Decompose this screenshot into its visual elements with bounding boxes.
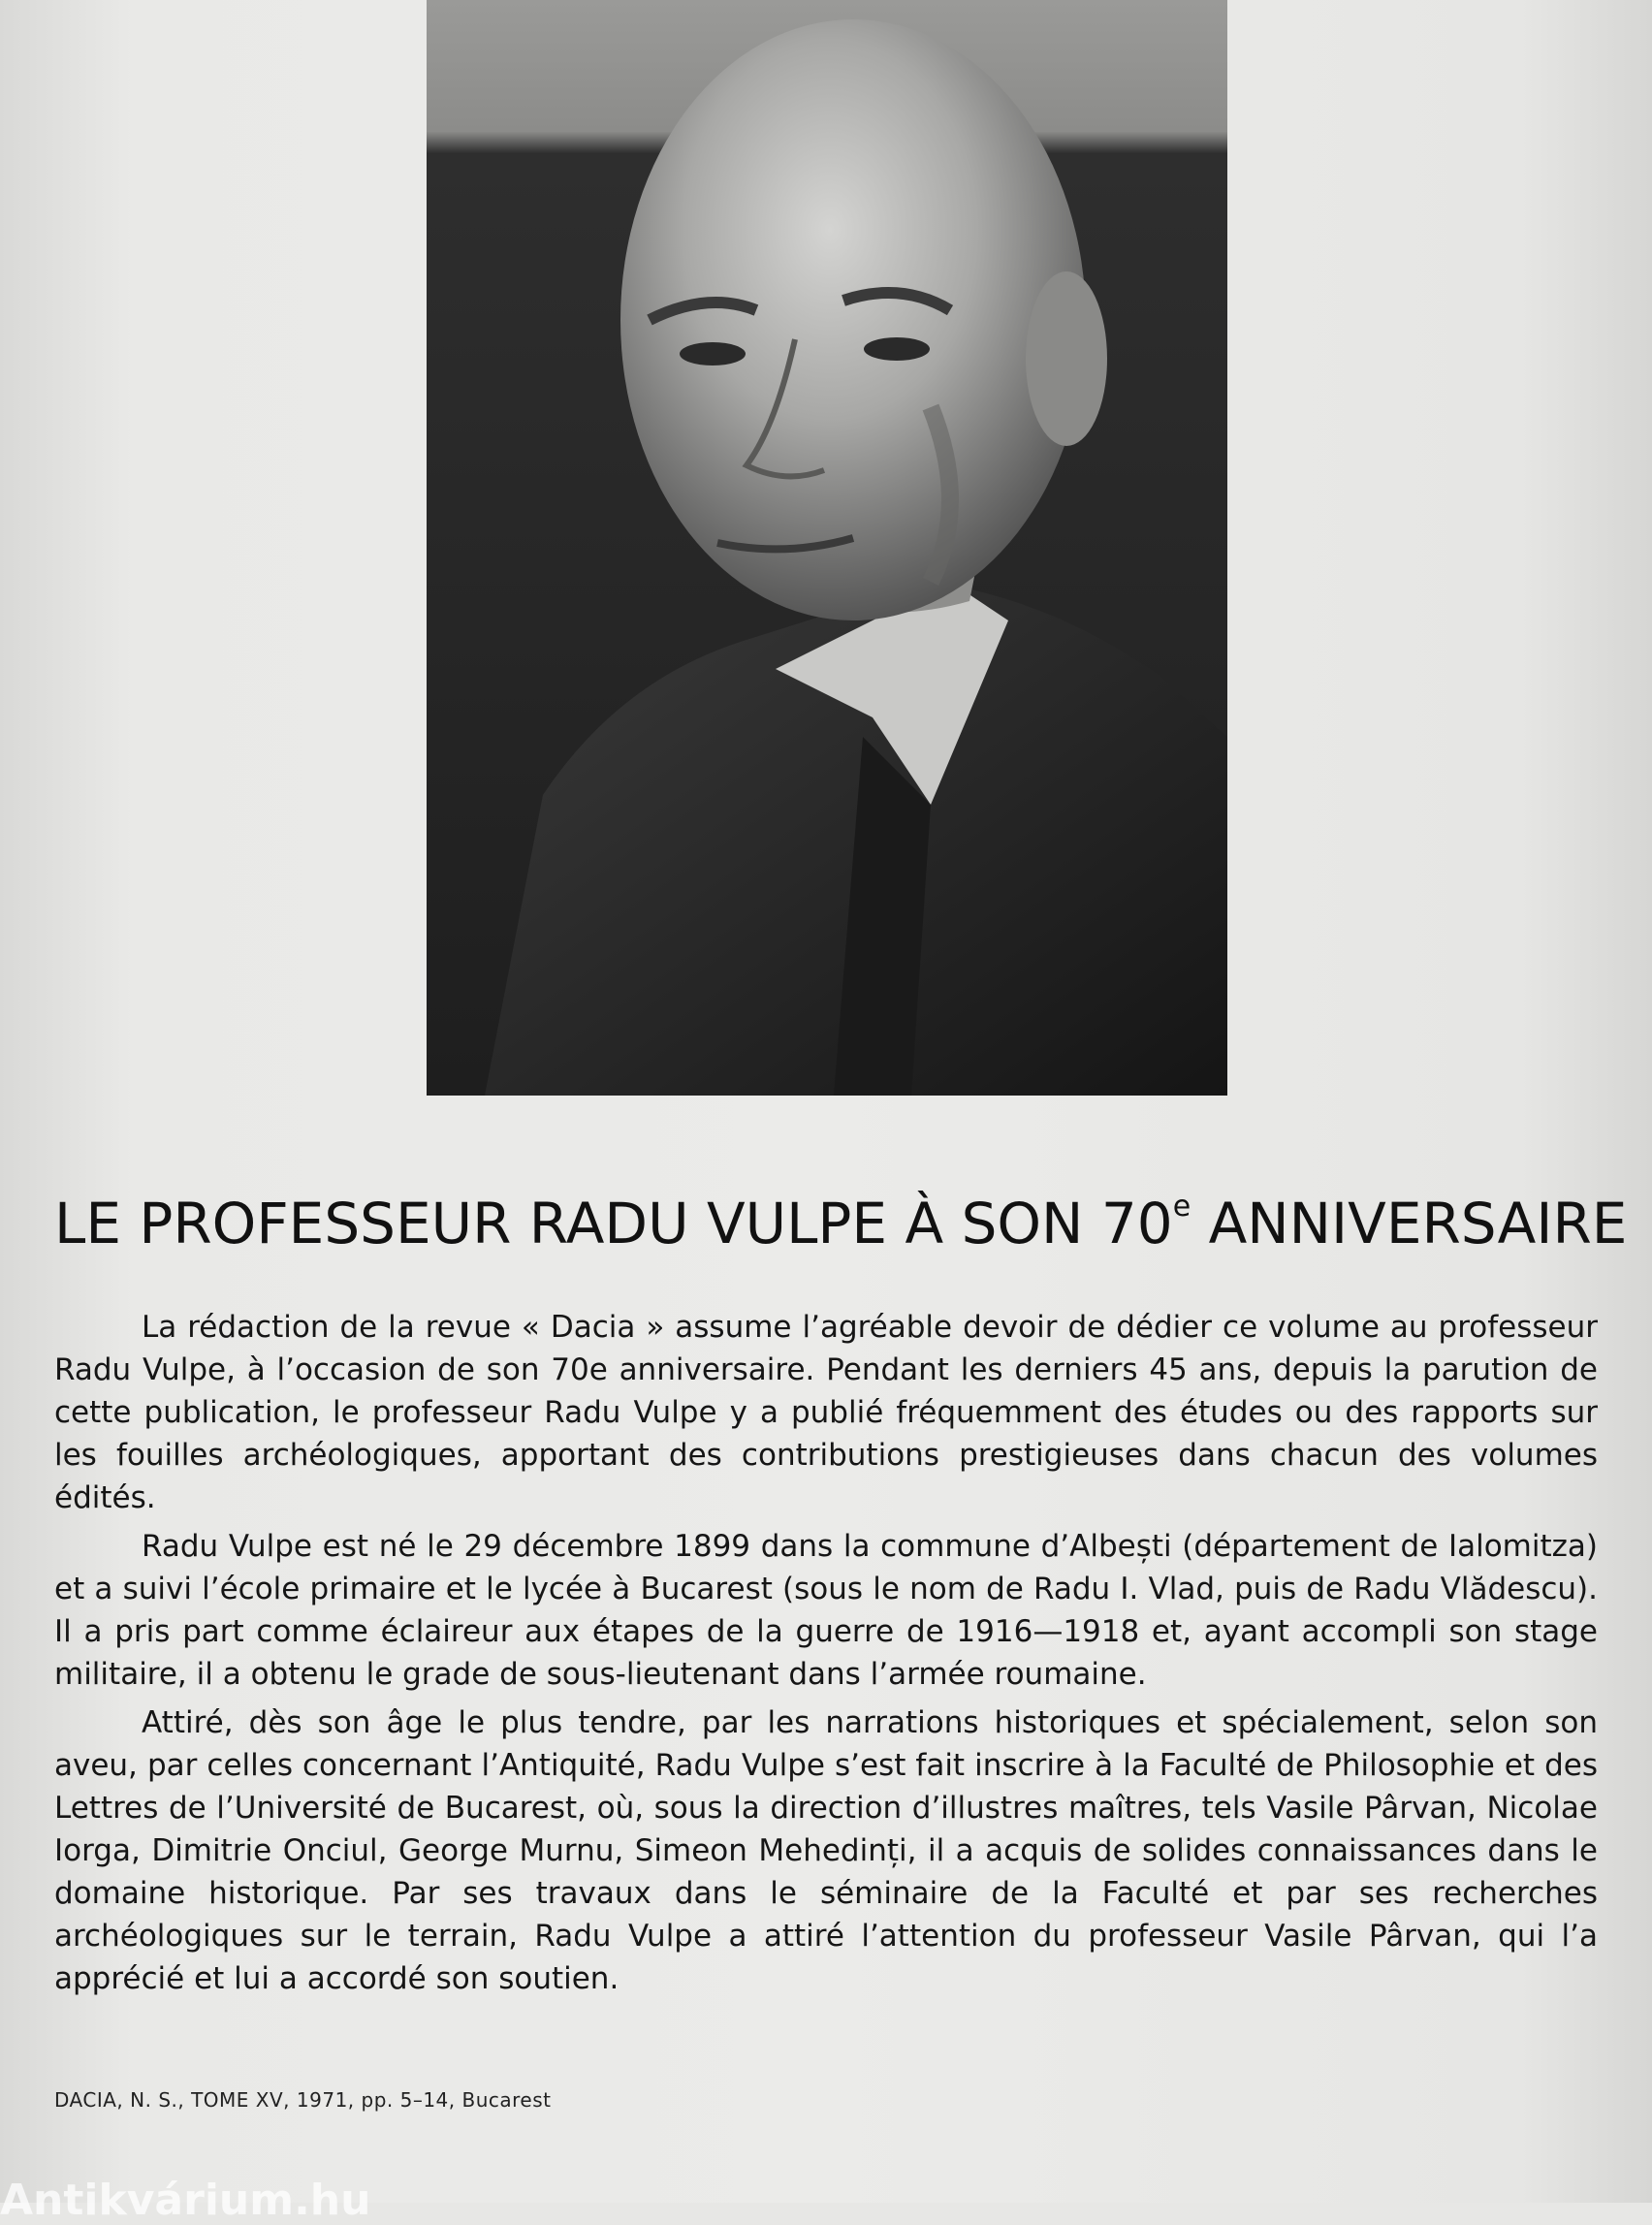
title-main: LE PROFESSEUR RADU VULPE À SON 70 xyxy=(54,1191,1173,1256)
article-body xyxy=(54,1306,1598,2006)
title-end: ANNIVERSAIRE xyxy=(1191,1191,1628,1256)
paragraph-1: La rédaction de la revue « Dacia » assume l’agréable devoir de dédier ce volume au professeur Radu Vulpe, à l’occasion de son 70e anniversaire. Pendant les derniers 45 ans, depuis la parution de cette publication, le professeur Radu Vulpe y a publié fréquemment des études ou des rapports sur les fouilles archéologiques, apportant des contributions prestigieuses dans chacun des volumes édités. xyxy=(54,1310,1598,1515)
title-superscript: e xyxy=(1172,1190,1191,1224)
portrait-photo xyxy=(427,0,1227,1096)
citation-footer: DACIA, N. S., TOME XV, 1971, pp. 5–14, Bucarest xyxy=(54,2088,552,2112)
site-watermark: Antikvárium.hu xyxy=(0,2176,371,2225)
paragraph-3: Attiré, dès son âge le plus tendre, par les narrations historiques et spécialement, selon son aveu, par celles concernant l’Antiquité, Radu Vulpe s’est fait inscrire à la Faculté de Philosophie et des Lettres de l’Université de Bucarest, où, sous la direction d’illustres maîtres, tels Vasile Pârvan, Nicolae Iorga, Dimitrie Onciul, George Murnu, Simeon Mehedinți, il a acquis de solides connaissances dans le domaine historique. Par ses travaux dans le séminaire de la Faculté et par ses recherches archéologiques sur le terrain, Radu Vulpe a attiré l’attention du professeur Vasile Pârvan, qui l’a apprécié et lui a accordé son soutien. xyxy=(54,1705,1598,1996)
paragraph-2: Radu Vulpe est né le 29 décembre 1899 dans la commune d’Albești (département de Ialomitza) et a suivi l’école primaire et le lycée à Bucarest (sous le nom de Radu I. Vlad, puis de Radu Vlădescu). Il a pris part comme éclaireur aux étapes de la guerre de 1916—1918 et, ayant accompli son stage militaire, il a obtenu le grade de sous-lieutenant dans l’armée roumaine. xyxy=(54,1529,1598,1692)
article-title xyxy=(54,1185,1628,1262)
